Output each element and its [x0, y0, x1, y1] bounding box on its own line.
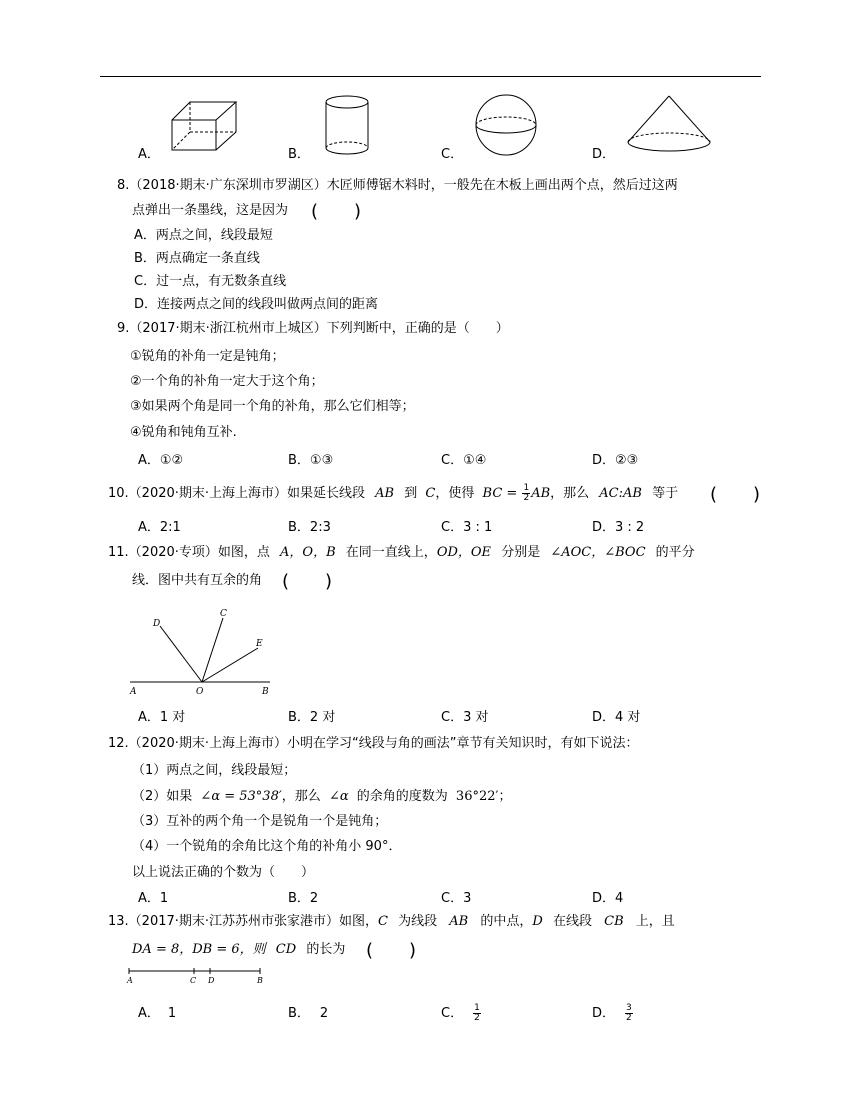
q12-s2-alpha: ∠α = 53°38′	[200, 789, 282, 804]
q13-ab: AB	[449, 914, 469, 929]
q9-statement-3: ③如果两个角是同一个角的补角，那么它们相等；	[130, 399, 415, 414]
q13-da: DA = 8	[132, 942, 180, 957]
q10-then: ，那么	[550, 486, 590, 501]
q11-mid2: 分别是	[501, 545, 541, 560]
q9-statement-1: ①锐角的补角一定是钝角；	[130, 349, 285, 364]
q7-option-c-label[interactable]: C．	[441, 147, 464, 162]
q8-option-b[interactable]: B．两点确定一条直线	[134, 251, 260, 266]
q10-prefix: 10.（2020·期末·上海上海市）如果延长线段	[108, 486, 366, 501]
label-b: B	[262, 687, 269, 697]
q13-c-fraction	[473, 1004, 481, 1023]
q8-stem-line2: 点弹出一条墨线，这是因为	[132, 203, 289, 218]
q12-statement-2	[132, 786, 511, 808]
q10-formula-left: BC =	[482, 486, 518, 501]
q13-mid3: 在线段	[552, 914, 592, 929]
q13-d-den: 2	[626, 1013, 632, 1023]
q13-stem-line2	[132, 939, 345, 961]
label-a: A	[130, 687, 137, 697]
ray-oc	[202, 618, 223, 682]
q13-c-den: 2	[474, 1013, 480, 1023]
q8-option-c[interactable]: C．过一点，有无数条直线	[134, 274, 287, 289]
q10-formula-right: AB	[531, 486, 551, 501]
q13-mid2: 的中点，	[480, 914, 533, 929]
ray-oe	[202, 648, 258, 682]
q13-option-c-label[interactable]	[441, 1003, 482, 1025]
q12-statement-1: （1）两点之间，线段最短；	[132, 763, 297, 778]
q12-option-c[interactable]: C．3	[441, 891, 472, 906]
q10-c: C	[425, 486, 436, 501]
q11-mid1: 在同一直线上，	[345, 545, 437, 560]
q9-option-b[interactable]: B．①③	[288, 453, 334, 468]
q10-frac-num: 1	[523, 483, 530, 493]
label-c: C	[190, 976, 197, 985]
q11-stem-line2: 线．图中共有互余的角	[132, 573, 263, 588]
q11-option-b[interactable]: B．2 对	[288, 710, 336, 725]
cone-figure	[624, 94, 714, 156]
q13-b-letter: B．	[288, 1006, 310, 1021]
q13-cd: CD	[275, 942, 297, 957]
q9-stem: 9.（2017·期末·浙江杭州市上城区）下列判断中，正确的是（ ）	[117, 321, 509, 336]
q11-points: A，O，B	[280, 545, 336, 560]
q11-lines: OD，OE	[436, 545, 492, 560]
q13-db: ，DB = 6，则	[179, 942, 266, 957]
q8-option-a[interactable]: A．两点之间，线段最短	[134, 228, 273, 243]
header-rule	[100, 76, 761, 77]
label-d: D	[153, 619, 161, 629]
q13-d-fraction	[625, 1004, 633, 1023]
label-b: B	[257, 976, 263, 985]
q13-suffix: 上，且	[635, 914, 675, 929]
q11-angle-figure	[128, 606, 278, 698]
cylinder-figure	[320, 94, 374, 158]
label-o: O	[196, 687, 204, 697]
q13-d-letter: D．	[592, 1006, 616, 1021]
q11-suffix: 的平分	[655, 545, 695, 560]
q13-d-num: 3	[626, 1003, 632, 1013]
q12-ask: 以上说法正确的个数为（ ）	[132, 865, 315, 880]
q12-statement-4: （4）一个锐角的余角比这个角的补角小 90°．	[132, 839, 402, 854]
q12-option-d[interactable]: D．4	[592, 891, 624, 906]
q12-stem: 12.（2020·期末·上海上海市）小明在学习“线段与角的画法”章节有关知识时，有如下说法：	[108, 736, 639, 751]
q10-to: 到	[404, 486, 418, 501]
q13-a-letter: A．	[138, 1006, 160, 1021]
q10-option-c[interactable]: C．3 : 1	[441, 520, 493, 535]
q12-option-b[interactable]: B．2	[288, 891, 319, 906]
q13-c-letter: C．	[441, 1006, 464, 1021]
q13-option-b-label[interactable]	[288, 1003, 328, 1025]
q13-b-value: 2	[319, 1006, 329, 1021]
q7-option-b-label[interactable]: B．	[288, 147, 310, 162]
q10-mid: ，使得	[435, 486, 475, 501]
label-e: E	[256, 639, 263, 649]
q12-s2-value: 36°22′	[455, 789, 499, 804]
label-d: D	[208, 976, 215, 985]
q10-ratio: AC:AB	[599, 486, 642, 501]
label-a: A	[127, 976, 133, 985]
q10-ab: AB	[375, 486, 395, 501]
q12-s2-end: ；	[498, 789, 512, 804]
q11-option-c[interactable]: C．3 对	[441, 710, 489, 725]
q8-answer-paren[interactable]: ( )	[311, 201, 362, 222]
q9-option-d[interactable]: D．②③	[592, 453, 639, 468]
q8-stem-line1: 8.（2018·期末·广东深圳市罗湖区）木匠师傅锯木料时，一般先在木板上画出两个点，然后过这两	[117, 178, 678, 193]
q12-s2-prefix: （2）如果	[132, 789, 193, 804]
q11-angles: ∠AOC，∠BOC	[550, 545, 646, 560]
q9-option-a[interactable]: A．①②	[138, 453, 184, 468]
q13-cb: CB	[604, 914, 624, 929]
q10-option-b[interactable]: B．2:3	[288, 520, 331, 535]
q11-stem-line1	[108, 542, 695, 564]
ray-od	[160, 626, 202, 682]
q9-option-c[interactable]: C．①④	[441, 453, 487, 468]
q13-mid1: 为线段	[398, 914, 438, 929]
q13-prefix: 13.（2017·期末·江苏苏州市张家港市）如图，	[108, 914, 379, 929]
q12-s2-suffix: 的余角的度数为	[356, 789, 448, 804]
q13-option-d-label[interactable]	[592, 1003, 634, 1025]
q10-stem	[108, 483, 678, 505]
q13-c-num: 1	[474, 1003, 480, 1013]
q10-option-a[interactable]: A．2:1	[138, 520, 181, 535]
q11-option-a[interactable]: A．1 对	[138, 710, 186, 725]
label-c: C	[220, 609, 227, 619]
q10-answer-paren[interactable]: ( )	[710, 484, 761, 505]
q11-option-d[interactable]: D．4 对	[592, 710, 641, 725]
q10-equals: 等于	[652, 486, 679, 501]
sphere-figure	[474, 93, 538, 157]
q13-option-a-label[interactable]	[138, 1003, 176, 1025]
q10-frac-den: 2	[523, 493, 530, 503]
cuboid-figure	[168, 98, 240, 154]
q13-a-value: 1	[167, 1006, 177, 1021]
q11-answer-paren[interactable]: ( )	[282, 571, 333, 592]
q13-line2-c: 的长为	[306, 942, 346, 957]
q12-option-a[interactable]: A．1	[138, 891, 169, 906]
q10-option-d[interactable]: D．3 : 2	[592, 520, 645, 535]
q13-d: D	[532, 914, 543, 929]
q7-option-a-label[interactable]: A．	[138, 147, 160, 162]
q12-s2-alpha2: ∠α	[328, 789, 349, 804]
q13-stem-line1	[108, 911, 675, 933]
q13-segment-figure	[126, 964, 266, 986]
q12-s2-mid: ，那么	[281, 789, 321, 804]
q9-statement-4: ④锐角和钝角互补.	[130, 425, 237, 440]
q11-prefix: 11.（2020·专项）如图，点	[108, 545, 270, 560]
q13-answer-paren[interactable]: ( )	[366, 940, 417, 961]
q9-statement-2: ②一个角的补角一定大于这个角；	[130, 374, 324, 389]
q8-option-d[interactable]: D．连接两点之间的线段叫做两点间的距离	[134, 297, 379, 312]
q12-statement-3: （3）互补的两个角一个是锐角一个是钝角；	[132, 814, 388, 829]
q13-c: C	[378, 914, 388, 929]
q7-option-d-label[interactable]: D．	[592, 147, 616, 162]
q10-fraction	[522, 484, 530, 503]
